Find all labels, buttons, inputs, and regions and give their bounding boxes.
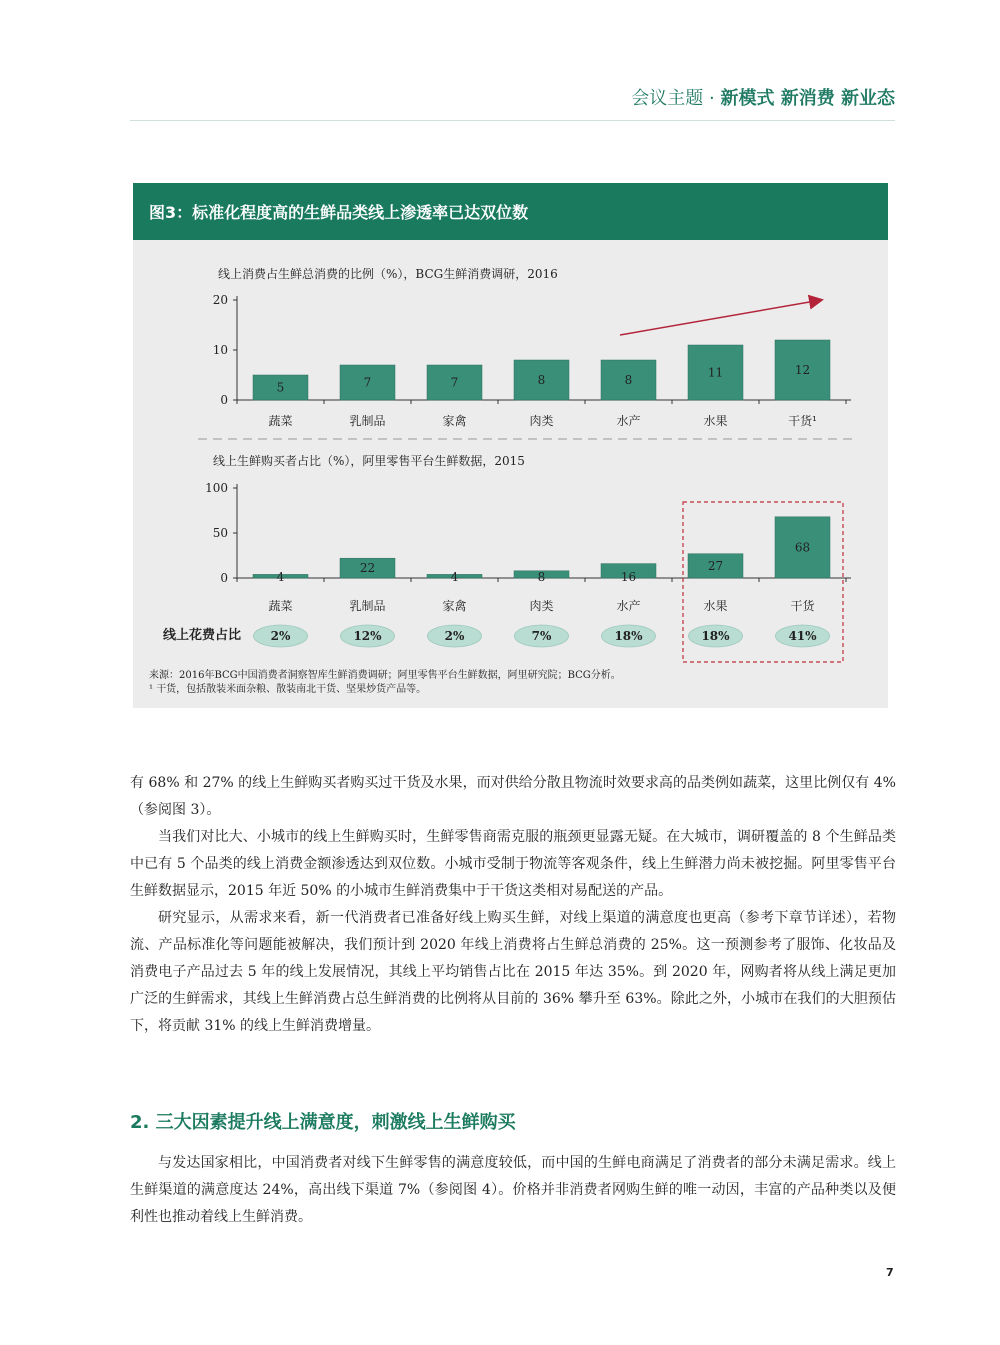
- category-label: 水果: [703, 599, 728, 613]
- data-label: 16: [620, 570, 637, 584]
- body-text: [130, 770, 896, 1040]
- data-label: 11: [707, 365, 724, 380]
- paragraph-2: 当我们对比大、小城市的线上生鲜购买时，生鲜零售商需克服的瓶颈更显露无疑。在大城市，调研覆盖的 8 个生鲜品类中已有 5 个品类的线上消费金额渗透达到双位数。小城市受制于物流等客观条件，线上生鲜潜力尚未被挖掘。阿里零售平台生鲜数据显示，2015 年近 50% 的小城市生鲜消费集中于干货这类相对易配送的产品。: [130, 829, 896, 899]
- category-label: 水果: [703, 414, 728, 428]
- chart-title: 线上消费占生鲜总消费的比例（%），BCG生鲜消费调研，2016: [218, 267, 558, 281]
- y-tick-label: 50: [212, 526, 228, 540]
- source-line: 来源：2016年BCG中国消费者洞察智库生鲜消费调研；阿里零售平台生鲜数据，阿里研究院；BCG分析。: [149, 670, 621, 681]
- page-header: [130, 84, 895, 121]
- category-label: 蔬菜: [268, 599, 293, 613]
- share-value: 2%: [270, 629, 291, 643]
- share-value: 2%: [444, 629, 465, 643]
- category-label: 家禽: [442, 414, 467, 428]
- share-value: 12%: [353, 629, 382, 643]
- category-label: 肉类: [529, 599, 554, 613]
- data-label: 4: [450, 570, 459, 584]
- data-label: 12: [794, 363, 811, 377]
- figure-chart: [133, 240, 888, 670]
- figure-3: [133, 183, 888, 708]
- figure-title: 图3：标准化程度高的生鲜品类线上渗透率已达双位数: [133, 183, 888, 240]
- category-label: 乳制品: [349, 599, 386, 613]
- y-tick-label: 0: [220, 393, 228, 407]
- category-label: 干货: [790, 599, 815, 613]
- page-number: 7: [886, 1266, 894, 1279]
- y-tick-label: 20: [212, 293, 228, 307]
- section-heading: 2. 三大因素提升线上满意度，刺激线上生鲜购买: [130, 1112, 516, 1133]
- category-label: 干货¹: [788, 414, 817, 428]
- data-label: 8: [537, 570, 546, 584]
- y-tick-label: 0: [220, 571, 228, 585]
- paragraph-4: 与发达国家相比，中国消费者对线下生鲜零售的满意度较低，而中国的生鲜电商满足了消费者的部分未满足需求。线上生鲜渠道的满意度达 24%，高出线下渠道 7%（参阅图 4）。价格并非消费者网购生鲜的唯一动因，丰富的产品种类以及便利性也推动着线上生鲜消费。: [130, 1155, 896, 1225]
- data-label: 7: [363, 375, 372, 390]
- data-label: 4: [276, 570, 285, 584]
- category-label: 家禽: [442, 599, 467, 613]
- category-label: 水产: [616, 599, 641, 613]
- body-text-2: [130, 1150, 896, 1231]
- paragraph-3: 研究显示，从需求来看，新一代消费者已准备好线上购买生鲜，对线上渠道的满意度也更高（参考下章节详述），若物流、产品标准化等问题能被解决，我们预计到 2020 年线上消费将占生鲜总消费的 25%。这一预测参考了服饰、化妆品及消费电子产品过去 5 年的线上发展情况，其线上平均销售占比在 2015 年达 35%。到 2020 年，网购者将从线上满足更加广泛的生鲜需求，其线上生鲜消费占总生鲜消费的比例将从目前的 36% 攀升至 63%。除此之外，小城市在我们的大胆预估下，将贡献 31% 的线上生鲜消费增量。: [130, 910, 896, 1034]
- chart-title: 线上生鲜购买者占比（%），阿里零售平台生鲜数据，2015: [213, 454, 525, 468]
- figure-sources: [149, 669, 621, 697]
- data-label: 5: [276, 380, 285, 395]
- share-row-label: 线上花费占比: [163, 628, 242, 643]
- category-label: 水产: [616, 414, 641, 428]
- trend-arrow: [620, 300, 821, 335]
- data-label: 8: [537, 373, 546, 387]
- header-sub: 新模式 新消费 新业态: [720, 88, 895, 109]
- data-label: 68: [794, 540, 811, 555]
- footnote-line: ¹ 干货，包括散装米面杂粮、散装南北干货、坚果炒货产品等。: [149, 684, 427, 695]
- share-value: 18%: [701, 629, 730, 643]
- paragraph-1: 有 68% 和 27% 的线上生鲜购买者购买过干货及水果，而对供给分散且物流时效要求高的品类例如蔬菜，这里比例仅有 4%（参阅图 3）。: [130, 775, 896, 818]
- share-value: 7%: [531, 629, 552, 643]
- header-main: 会议主题 ·: [631, 88, 721, 109]
- category-label: 乳制品: [349, 414, 386, 428]
- category-label: 肉类: [529, 414, 554, 428]
- share-value: 41%: [788, 629, 817, 643]
- data-label: 27: [707, 558, 724, 573]
- data-label: 8: [624, 373, 633, 387]
- y-tick-label: 10: [212, 343, 228, 357]
- y-tick-label: 100: [205, 481, 228, 495]
- data-label: 7: [450, 375, 459, 390]
- share-value: 18%: [614, 629, 643, 643]
- data-label: 22: [359, 561, 376, 576]
- category-label: 蔬菜: [268, 414, 293, 428]
